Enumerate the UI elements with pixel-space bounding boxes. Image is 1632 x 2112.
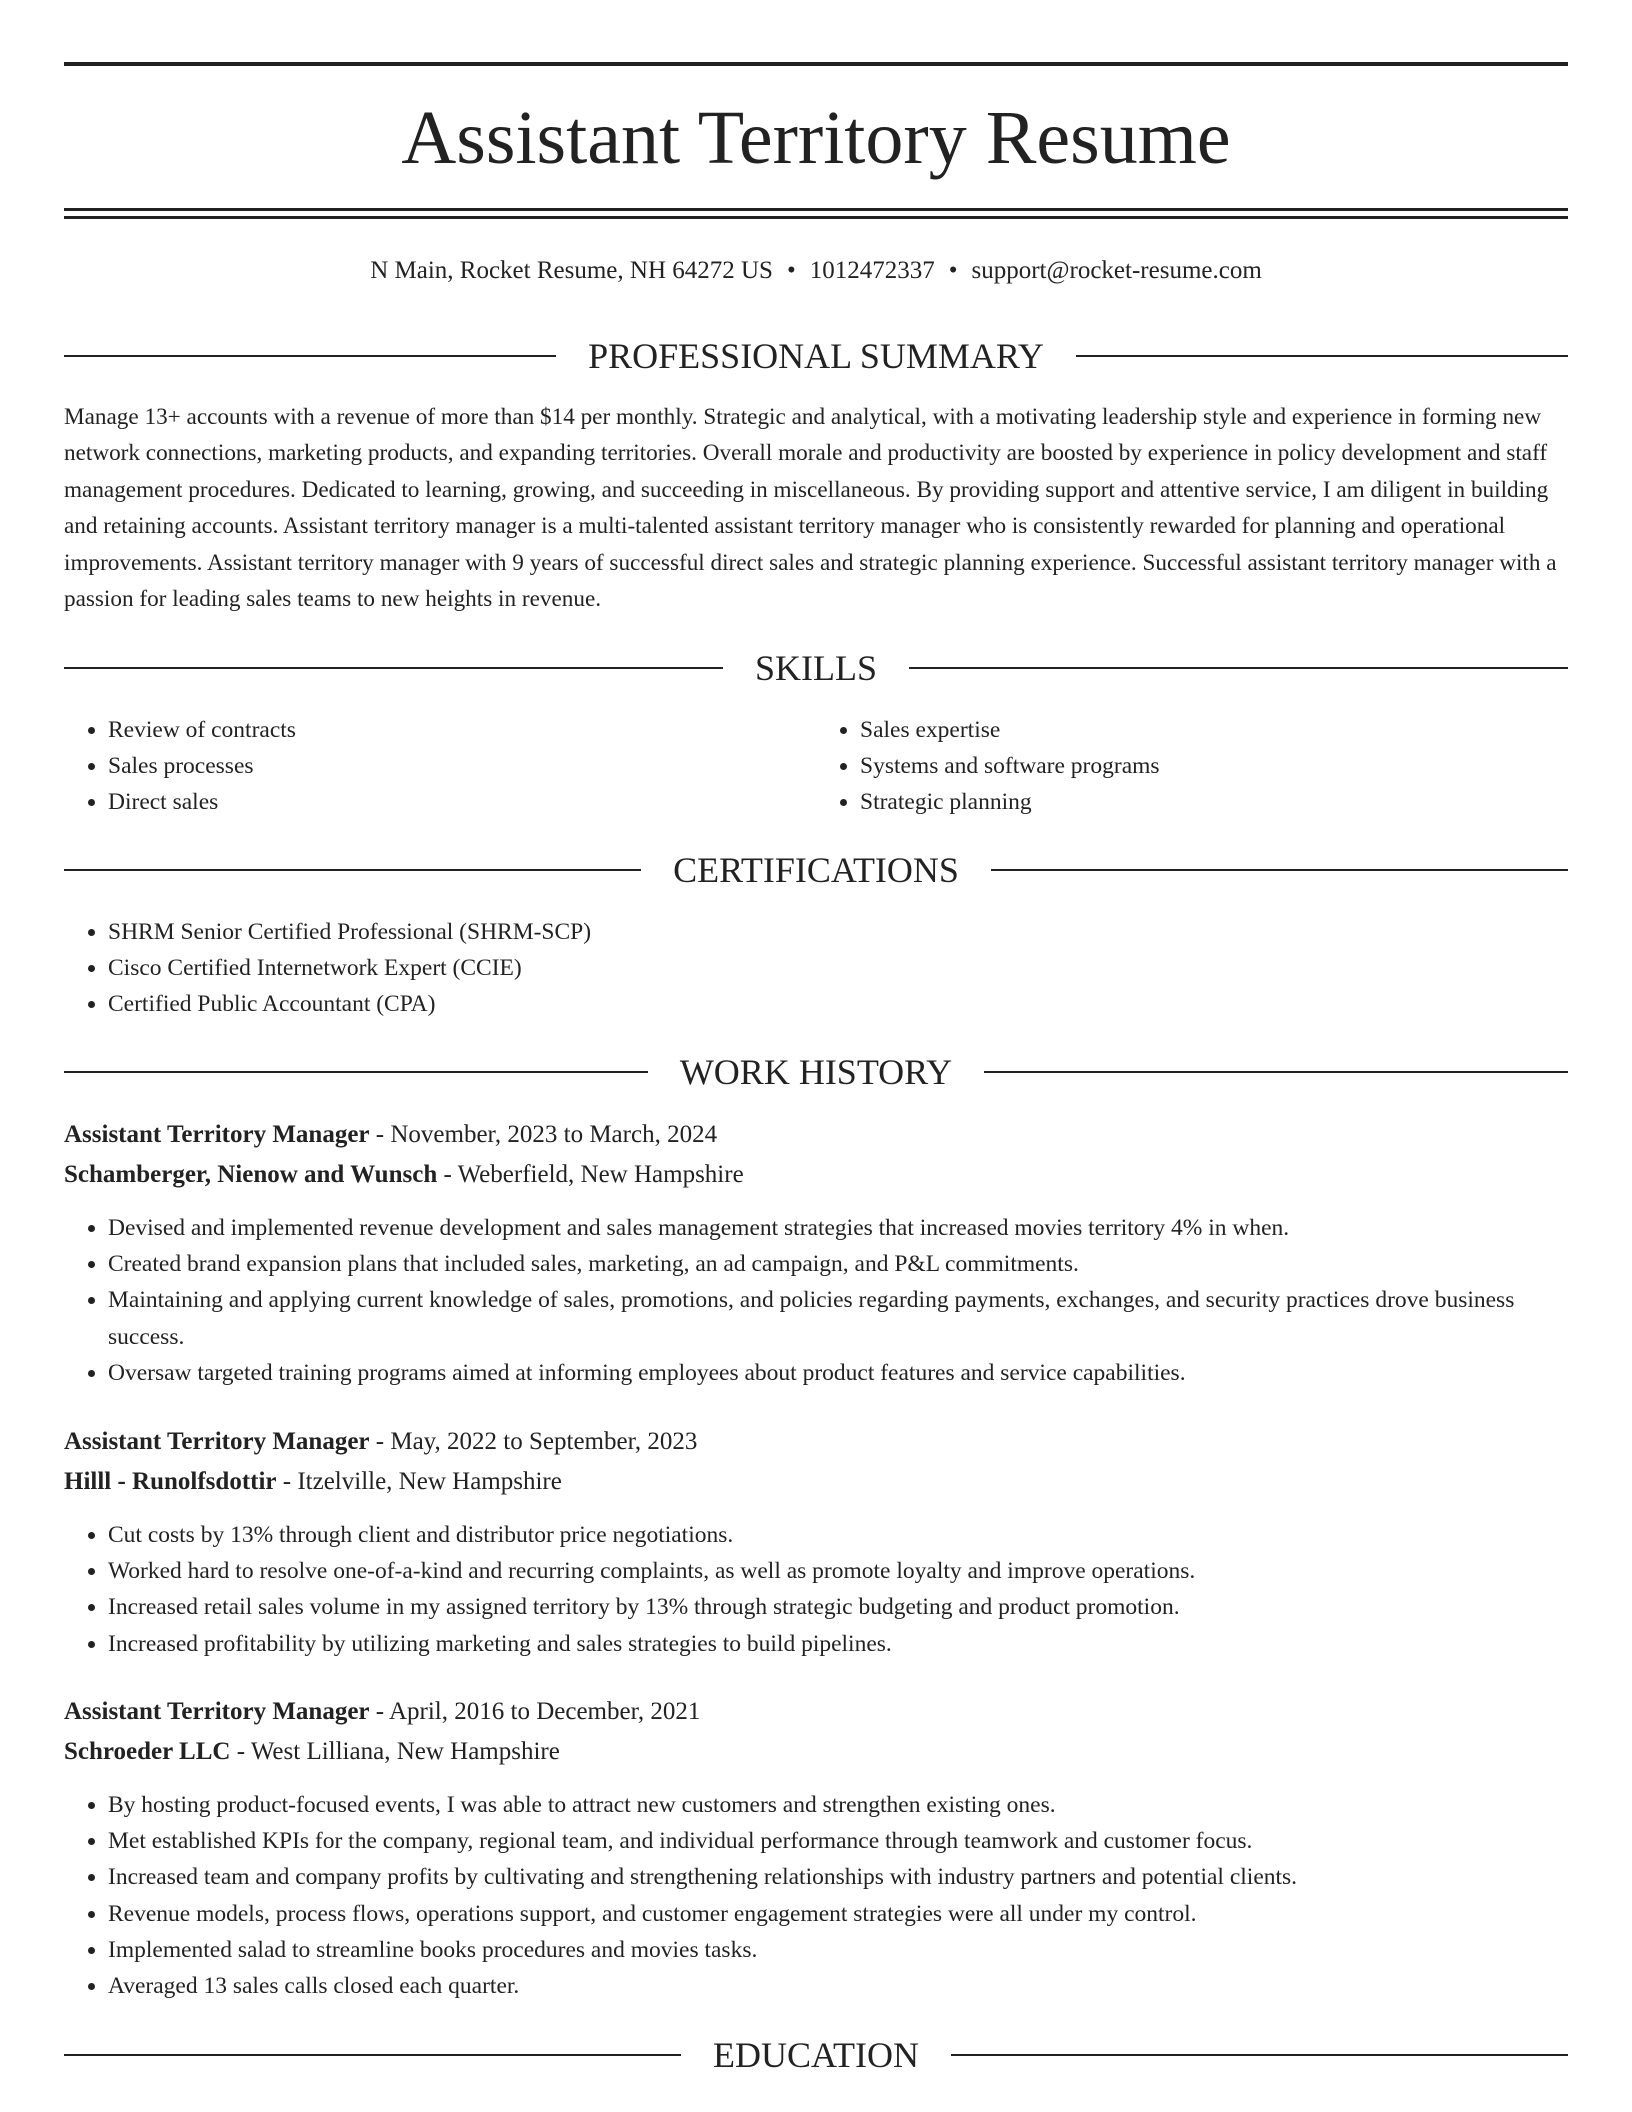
skills-heading	[64, 646, 1568, 690]
job-bullets	[64, 1517, 1568, 1662]
list-item: • Averaged 13 sales calls closed each quarter.	[108, 1968, 1568, 2004]
list-item: • Devised and implemented revenue development and sales management strategies that increased movies territory 4% in when.	[108, 1210, 1568, 1246]
job-bullets	[64, 1210, 1568, 1391]
skills-list	[64, 712, 1568, 820]
list-item: • By hosting product-focused events, I was able to attract new customers and strengthen existing ones.	[108, 1787, 1568, 1823]
job-bullets	[64, 1787, 1568, 2004]
list-item: • Worked hard to resolve one-of-a-kind and recurring complaints, as well as promote loyalty and improve operations.	[108, 1553, 1568, 1589]
list-item: • Sales processes	[108, 748, 816, 784]
list-item: • Strategic planning	[860, 784, 1568, 820]
job-company-line	[64, 1465, 1568, 1499]
contact-line	[64, 254, 1568, 288]
summary-text: Manage 13+ accounts with a revenue of more than $14 per monthly. Strategic and analytical, with a motivating leadership style and experience in forming new network connections, marketing products, and expanding territories. Overall morale and productivity are boosted by experience in policy development and staff management procedures. Dedicated to learning, growing, and succeeding in miscellaneous. By providing support and attentive service, I am diligent in building and retaining accounts. Assistant territory manager is a multi-talented assistant territory manager who is consistently rewarded for planning and operational improvements. Assistant territory manager with 9 years of successful direct sales and strategic planning experience. Successful assistant territory manager with a passion for leading sales teams to new heights in revenue.	[64, 404, 1557, 613]
list-item: • Oversaw targeted training programs aimed at informing employees about product features and service capabilities.	[108, 1355, 1568, 1391]
job-company: Schroeder LLC	[64, 1738, 231, 1765]
section-title: SKILLS	[755, 648, 878, 688]
list-item: • Certified Public Accountant (CPA)	[108, 986, 1568, 1022]
job-dates: - April, 2016 to December, 2021	[369, 1698, 701, 1725]
title-double-rule	[64, 208, 1568, 219]
job-title: Assistant Territory Manager	[64, 1121, 370, 1148]
skills-column-left	[64, 712, 816, 820]
contact-separator: •	[948, 257, 958, 284]
job-location: - Weberfield, New Hampshire	[437, 1161, 744, 1188]
job-company: Hilll - Runolfsdottir	[64, 1468, 277, 1495]
list-item: • Created brand expansion plans that included sales, marketing, an ad campaign, and P&L commitments.	[108, 1246, 1568, 1282]
heading-rule	[984, 1071, 1568, 1073]
list-item: • Revenue models, process flows, operations support, and customer engagement strategies were all under my control.	[108, 1896, 1568, 1932]
job-company-line	[64, 1735, 1568, 1769]
contact-address: N Main, Rocket Resume, NH 64272 US	[370, 257, 773, 284]
certifications-heading	[64, 848, 1568, 892]
top-rule	[64, 62, 1568, 66]
heading-rule	[909, 667, 1568, 669]
heading-rule	[64, 869, 641, 871]
list-item: • Direct sales	[108, 784, 816, 820]
skills-column-right	[816, 712, 1568, 820]
job-title: Assistant Territory Manager	[64, 1428, 370, 1455]
list-item: • SHRM Senior Certified Professional (SHRM-SCP)	[108, 914, 1568, 950]
job-title: Assistant Territory Manager	[64, 1698, 370, 1725]
summary-heading	[64, 334, 1568, 378]
section-title: WORK HISTORY	[679, 1052, 953, 1092]
contact-email: support@rocket-resume.com	[971, 257, 1262, 284]
work-history-heading	[64, 1050, 1568, 1094]
job-location: - West Lilliana, New Hampshire	[230, 1738, 560, 1765]
heading-rule	[64, 355, 556, 357]
list-item: • Review of contracts	[108, 712, 816, 748]
heading-rule	[64, 667, 723, 669]
section-title: CERTIFICATIONS	[673, 850, 959, 890]
contact-separator: •	[786, 257, 796, 284]
heading-rule	[951, 2054, 1568, 2056]
heading-rule	[1076, 355, 1568, 357]
list-item: • Systems and software programs	[860, 748, 1568, 784]
list-item: • Met established KPIs for the company, regional team, and individual performance through teamwork and customer focus.	[108, 1823, 1568, 1859]
job-dates: - November, 2023 to March, 2024	[369, 1121, 718, 1148]
job-title-line	[64, 1118, 1568, 1152]
job-location: - Itzelville, New Hampshire	[276, 1468, 562, 1495]
contact-phone: 1012472337	[809, 257, 935, 284]
list-item: • Increased team and company profits by cultivating and strengthening relationships with industry partners and potential clients.	[108, 1859, 1568, 1895]
list-item: • Cut costs by 13% through client and distributor price negotiations.	[108, 1517, 1568, 1553]
job-title-line	[64, 1695, 1568, 1729]
section-title: PROFESSIONAL SUMMARY	[588, 336, 1044, 376]
job-company: Schamberger, Nienow and Wunsch	[64, 1161, 438, 1188]
certifications-list	[64, 914, 1568, 1022]
list-item: • Sales expertise	[860, 712, 1568, 748]
list-item: • Implemented salad to streamline books procedures and movies tasks.	[108, 1932, 1568, 1968]
job-dates: - May, 2022 to September, 2023	[369, 1428, 698, 1455]
list-item: • Maintaining and applying current knowledge of sales, promotions, and policies regarding payments, exchanges, and security practices drove business success.	[108, 1282, 1568, 1354]
section-title: EDUCATION	[713, 2035, 919, 2075]
list-item: • Increased retail sales volume in my assigned territory by 13% through strategic budgeting and product promotion.	[108, 1589, 1568, 1625]
job-title-line	[64, 1425, 1568, 1459]
list-item: • Cisco Certified Internetwork Expert (CCIE)	[108, 950, 1568, 986]
list-item: • Increased profitability by utilizing marketing and sales strategies to build pipelines.	[108, 1626, 1568, 1662]
heading-rule	[991, 869, 1568, 871]
heading-rule	[64, 2054, 681, 2056]
job-company-line	[64, 1158, 1568, 1192]
education-heading	[64, 2033, 1568, 2077]
heading-rule	[64, 1071, 648, 1073]
resume-title: Assistant Territory Resume	[401, 96, 1231, 180]
